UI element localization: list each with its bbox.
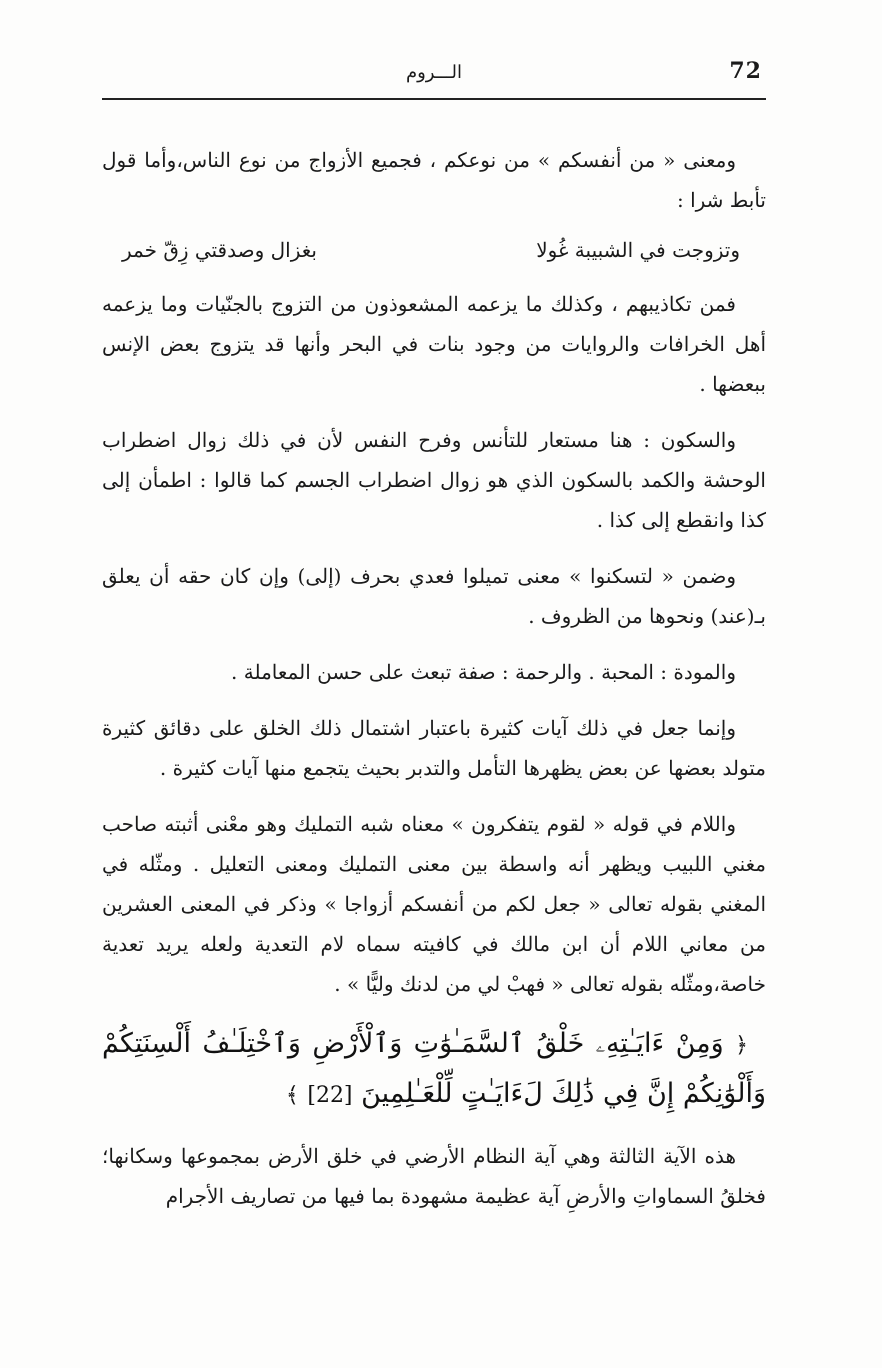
poem-hemistich-left: بغزال وصدقتي زِقّ خمر: [122, 238, 317, 262]
poem-hemistich-right: وتزوجت في الشبيبة غُولا: [536, 238, 740, 262]
page-header: [102, 52, 766, 100]
paragraph-6: وإنما جعل في ذلك آيات كثيرة باعتبار اشتمال ذلك الخلق على دقائق كثيرة متولد بعضها عن بعض يظهرها التأمل والتدبر بحيث يتجمع منها آيات كثيرة .: [102, 716, 766, 780]
paragraph-3: والسكون : هنا مستعار للتأنس وفرح النفس لأن في ذلك زوال اضطراب الوحشة والكمد بالسكون الذي هو زوال اضطراب الجسم كما قالوا : اطمأن إلى كذا وانقطع إلى كذا .: [102, 428, 766, 532]
quran-close-bracket: ﴾: [285, 1083, 299, 1108]
paragraph-1: ومعنى « من أنفسكم » من نوعكم ، فجميع الأزواج من نوع الناس،وأما قول تأبط شرا :: [102, 148, 766, 212]
paragraph-8: هذه الآية الثالثة وهي آية النظام الأرضي في خلق الأرض بمجموعها وسكانها؛ فخلقُ السماواتِ والأرضِ آية عظيمة مشهودة بما فيها من تصاريف الأجرام: [102, 1144, 766, 1208]
quran-verse: [102, 1020, 766, 1120]
poem-verse: [102, 230, 766, 270]
quran-verse-text: وَمِنْ ءَايَـٰتِهِۦ خَلْقُ ٱلسَّمَـٰوَٰتِ وَٱلْأَرْضِ وَٱخْتِلَـٰفُ أَلْسِنَتِكُمْ وَأَلْوَٰنِكُمْ إِنَّ فِي ذَٰلِكَ لَءَايَـٰتٍ لِّلْعَـٰلِمِينَ: [102, 1028, 766, 1109]
page-number: 72: [729, 58, 762, 84]
quran-open-bracket: ﴿: [735, 1033, 748, 1058]
paragraph-7: واللام في قوله « لقوم يتفكرون » معناه شبه التمليك وهو معْنى أثبته صاحب مغني اللبيب ويظهر أنه واسطة بين معنى التمليك ومعنى التعليل . ومثّله في المغني بقوله تعالى « جعل لكم من أنفسكم أزواجا » وذكر في المعنى العشرين من معاني اللام أن ابن مالك في كافيته سماه لام التعدية ولعله يريد تعدية خاصة،ومثّله بقوله تعالى « فهبْ لي من لدنك وليًّا » .: [102, 812, 766, 996]
paragraph-5: والمودة : المحبة . والرحمة : صفة تبعث على حسن المعاملة .: [231, 660, 736, 684]
page-body: [102, 140, 766, 1232]
verse-number: [22]: [307, 1083, 353, 1108]
running-title: الـــروم: [405, 62, 463, 83]
paragraph-4: وضمن « لتسكنوا » معنى تميلوا فعدي بحرف (إلى) وإن كان حقه أن يعلق بـ(عند) ونحوها من الظروف .: [102, 564, 766, 628]
paragraph-2: فمن تكاذيبهم ، وكذلك ما يزعمه المشعوذون من التزوج بالجنّيات وما يزعمه أهل الخرافات والروايات من وجود بنات في البحر وأنها قد يتزوج بعض الإنس ببعضها .: [102, 292, 766, 396]
